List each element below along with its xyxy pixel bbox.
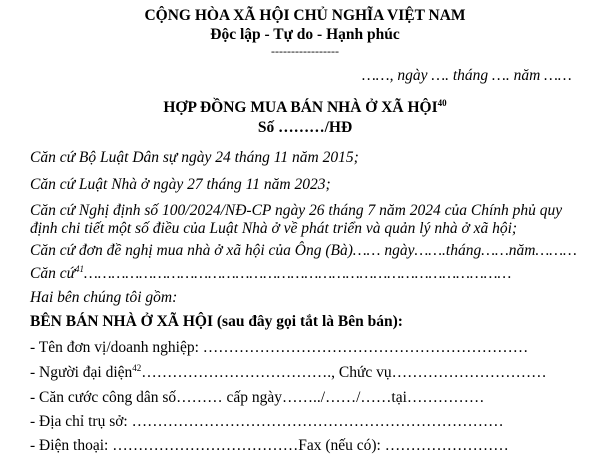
seller-address-field: - Địa chỉ trụ sở: ……………………………………………………………… <box>30 413 504 430</box>
basis-other <box>30 265 511 283</box>
representative-footnote: 42 <box>132 362 142 373</box>
seller-heading: BÊN BÁN NHÀ Ở XÃ HỘI (sau đây gọi tắt là Bên bán): <box>30 313 403 330</box>
seller-representative-field <box>30 364 547 382</box>
basis-footnote: 41 <box>75 263 85 274</box>
country-heading: CỘNG HÒA XÃ HỘI CHỦ NGHĨA VIỆT NAM <box>144 7 466 24</box>
seller-representative-label: - Người đại diện <box>30 364 133 381</box>
seller-id-card-field: - Căn cước công dân số……… cấp ngày……../……/……tại…………… <box>30 389 485 406</box>
seller-representative-dots: ………………………………., Chức vụ………………………… <box>141 364 547 381</box>
basis-housing-law: Căn cứ Luật Nhà ở ngày 27 tháng 11 năm 2023; <box>30 176 331 193</box>
basis-decree-line1: Căn cứ Nghị định số 100/2024/NĐ-CP ngày 26 tháng 7 năm 2024 của Chính phủ quy <box>30 202 563 219</box>
parties-intro: Hai bên chúng tôi gồm: <box>30 289 178 306</box>
title-footnote: 40 <box>437 97 447 108</box>
basis-application: Căn cứ đơn đề nghị mua nhà ở xã hội của Ông (Bà)…… ngày…….tháng……năm……… <box>30 242 577 259</box>
contract-title <box>0 99 610 117</box>
basis-other-label: Căn cứ <box>30 265 76 282</box>
basis-civil-code: Căn cứ Bộ Luật Dân sự ngày 24 tháng 11 năm 2015; <box>30 149 359 166</box>
seller-phone-fax-field: - Điện thoại: ………………………………Fax (nếu có): …………………… <box>30 437 509 454</box>
basis-other-dots: ………………………………………………………………………………… <box>84 265 512 282</box>
motto: Độc lập - Tự do - Hạnh phúc <box>210 26 400 43</box>
contract-title-text: HỢP ĐỒNG MUA BÁN NHÀ Ở XÃ HỘI <box>163 99 438 116</box>
header-separator: ----------------- <box>271 44 339 58</box>
contract-number: Số ………/HĐ <box>257 119 353 136</box>
seller-company-name-field: - Tên đơn vị/doanh nghiệp: ……………………………………………………… <box>30 339 529 356</box>
date-line: ……, ngày …. tháng …. năm …… <box>362 67 572 84</box>
basis-decree-line2: định chi tiết một số điều của Luật Nhà ở về phát triển và quản lý nhà ở xã hội; <box>30 220 518 237</box>
